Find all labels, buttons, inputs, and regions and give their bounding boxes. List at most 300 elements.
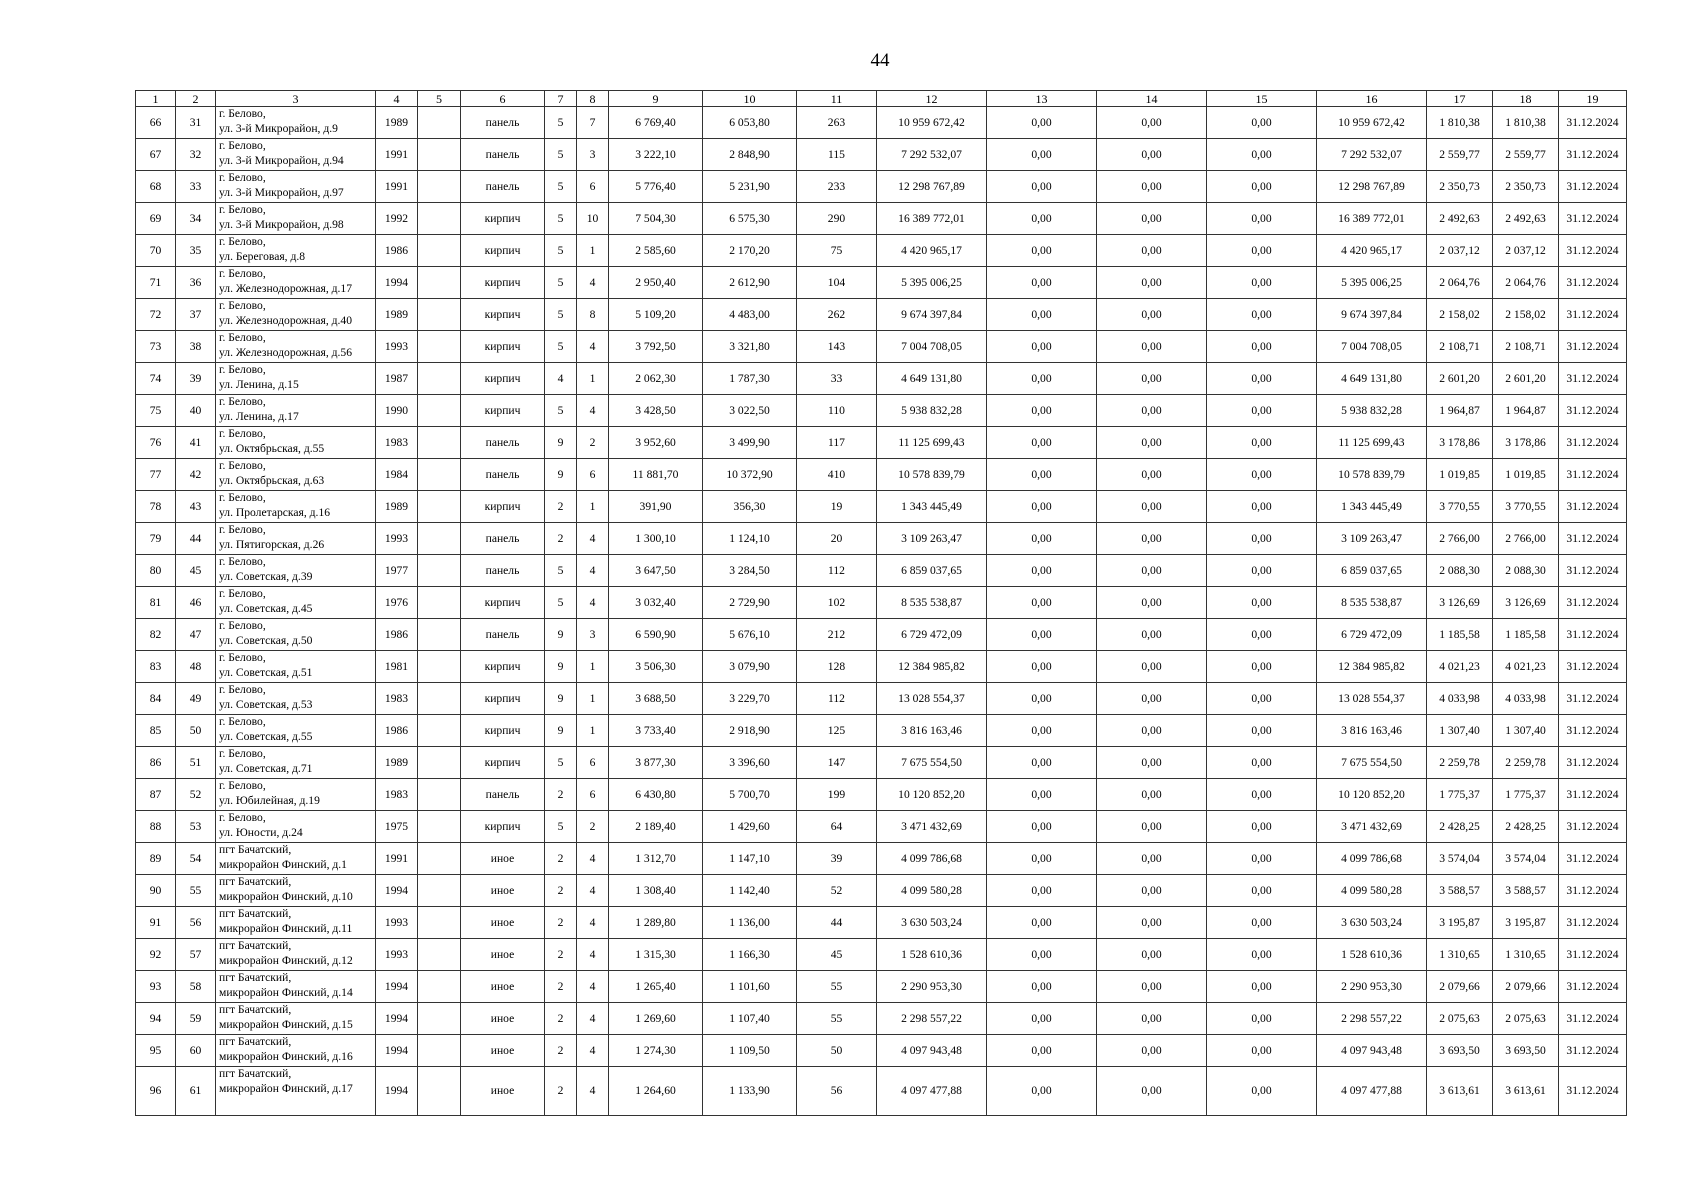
table-cell: 0,00 xyxy=(1097,811,1207,843)
table-cell: панель xyxy=(461,459,545,491)
table-row xyxy=(136,1003,1627,1035)
table-cell xyxy=(418,907,461,939)
table-cell: 0,00 xyxy=(987,491,1097,523)
table-cell: 2 088,30 xyxy=(1427,555,1493,587)
table-cell: 3 471 432,69 xyxy=(1317,811,1427,843)
table-cell: 0,00 xyxy=(1207,683,1317,715)
table-cell: 102 xyxy=(797,587,877,619)
table-cell: 10 372,90 xyxy=(703,459,797,491)
table-cell xyxy=(418,715,461,747)
address-line-2: ул. Железнодорожная, д.40 xyxy=(219,313,353,327)
table-cell: 0,00 xyxy=(987,971,1097,1003)
table-cell: иное xyxy=(461,1035,545,1067)
table-cell: 2 612,90 xyxy=(703,267,797,299)
table-cell: 2 766,00 xyxy=(1493,523,1559,555)
table-cell: 2 064,76 xyxy=(1493,267,1559,299)
table-cell: 13 028 554,37 xyxy=(877,683,987,715)
table-cell: 2 108,71 xyxy=(1493,331,1559,363)
table-cell: 0,00 xyxy=(987,555,1097,587)
address-line-2: микрорайон Финский, д.1 xyxy=(219,857,347,871)
address-line-2: ул. 3-й Микрорайон, д.98 xyxy=(219,217,344,231)
address-line-2: микрорайон Финский, д.15 xyxy=(219,1017,353,1031)
address-line-1: г. Белово, xyxy=(219,491,266,504)
table-cell: 3 022,50 xyxy=(703,395,797,427)
table-cell: 6 xyxy=(577,459,609,491)
table-cell: 31.12.2024 xyxy=(1559,875,1627,907)
table-cell: 1994 xyxy=(376,1067,418,1116)
column-header-8: 8 xyxy=(577,91,609,107)
table-cell: 2 428,25 xyxy=(1427,811,1493,843)
table-cell-address xyxy=(216,651,376,683)
table-cell: 91 xyxy=(136,907,176,939)
table-cell: 81 xyxy=(136,587,176,619)
table-cell: 6 430,80 xyxy=(609,779,703,811)
table-cell: 1 147,10 xyxy=(703,843,797,875)
table-cell: 44 xyxy=(797,907,877,939)
table-cell: 3 574,04 xyxy=(1493,843,1559,875)
table-cell xyxy=(418,1035,461,1067)
table-cell: 0,00 xyxy=(1207,523,1317,555)
table-cell: 1 xyxy=(577,363,609,395)
table-cell: 0,00 xyxy=(1207,779,1317,811)
table-cell: 3 630 503,24 xyxy=(1317,907,1427,939)
table-row xyxy=(136,1067,1627,1116)
table-cell-address xyxy=(216,363,376,395)
table-cell: 1 308,40 xyxy=(609,875,703,907)
table-cell: 1 185,58 xyxy=(1427,619,1493,651)
table-cell: 4 xyxy=(577,1035,609,1067)
table-cell xyxy=(418,939,461,971)
address-line-2: ул. Ленина, д.17 xyxy=(219,409,299,423)
table-cell: 6 729 472,09 xyxy=(1317,619,1427,651)
table-cell: 1981 xyxy=(376,651,418,683)
table-cell: 31.12.2024 xyxy=(1559,779,1627,811)
table-cell: 2 075,63 xyxy=(1493,1003,1559,1035)
table-cell: 1993 xyxy=(376,523,418,555)
address-line-1: г. Белово, xyxy=(219,779,266,792)
table-row xyxy=(136,939,1627,971)
table-row xyxy=(136,683,1627,715)
table-cell: 0,00 xyxy=(1207,747,1317,779)
table-cell-address xyxy=(216,619,376,651)
table-cell: кирпич xyxy=(461,651,545,683)
table-cell: 1994 xyxy=(376,1035,418,1067)
table-cell: 1994 xyxy=(376,1003,418,1035)
header-row xyxy=(136,91,1627,107)
table-cell: 55 xyxy=(797,971,877,1003)
table-body xyxy=(136,107,1627,1116)
table-cell: 31.12.2024 xyxy=(1559,747,1627,779)
column-header-14: 14 xyxy=(1097,91,1207,107)
table-cell: 1986 xyxy=(376,715,418,747)
table-cell: 3 xyxy=(577,619,609,651)
table-cell xyxy=(418,107,461,139)
table-cell: 3 816 163,46 xyxy=(877,715,987,747)
table-cell: 1986 xyxy=(376,235,418,267)
table-cell: 2 350,73 xyxy=(1493,171,1559,203)
table-cell: 31.12.2024 xyxy=(1559,523,1627,555)
table-row xyxy=(136,1035,1627,1067)
table-cell: 3 396,60 xyxy=(703,747,797,779)
table-cell: 3 xyxy=(577,139,609,171)
table-cell: 10 959 672,42 xyxy=(1317,107,1427,139)
table-cell: 199 xyxy=(797,779,877,811)
table-cell: иное xyxy=(461,907,545,939)
table-cell: 37 xyxy=(176,299,216,331)
table-cell: 4 033,98 xyxy=(1493,683,1559,715)
table-cell: 5 xyxy=(545,747,577,779)
table-cell: 3 229,70 xyxy=(703,683,797,715)
table-cell: 0,00 xyxy=(987,939,1097,971)
table-cell: 3 952,60 xyxy=(609,427,703,459)
table-cell: 72 xyxy=(136,299,176,331)
table-cell: 2 601,20 xyxy=(1493,363,1559,395)
table-cell: 6 859 037,65 xyxy=(877,555,987,587)
table-row xyxy=(136,619,1627,651)
table-cell: 0,00 xyxy=(1097,267,1207,299)
table-cell: панель xyxy=(461,171,545,203)
table-cell: 59 xyxy=(176,1003,216,1035)
table-cell: 12 384 985,82 xyxy=(877,651,987,683)
table-cell: 31.12.2024 xyxy=(1559,907,1627,939)
table-cell: 11 125 699,43 xyxy=(1317,427,1427,459)
table-cell: 2 950,40 xyxy=(609,267,703,299)
table-cell: 6 575,30 xyxy=(703,203,797,235)
table-cell: 1 136,00 xyxy=(703,907,797,939)
table-cell: 2 428,25 xyxy=(1493,811,1559,843)
table-cell: 1 429,60 xyxy=(703,811,797,843)
address-line-2: ул. 3-й Микрорайон, д.97 xyxy=(219,185,344,199)
address-line-1: г. Белово, xyxy=(219,235,266,248)
table-cell: 83 xyxy=(136,651,176,683)
table-cell: 0,00 xyxy=(987,747,1097,779)
table-cell: 1 xyxy=(577,651,609,683)
table-cell: панель xyxy=(461,107,545,139)
table-cell: 0,00 xyxy=(1097,139,1207,171)
table-cell: 0,00 xyxy=(1207,107,1317,139)
column-header-12: 12 xyxy=(877,91,987,107)
table-cell: 0,00 xyxy=(987,779,1097,811)
table-cell: 48 xyxy=(176,651,216,683)
address-line-1: г. Белово, xyxy=(219,715,266,728)
address-line-1: г. Белово, xyxy=(219,107,266,120)
table-cell: 143 xyxy=(797,331,877,363)
table-cell: 2 xyxy=(545,971,577,1003)
table-cell: панель xyxy=(461,427,545,459)
table-cell: 3 471 432,69 xyxy=(877,811,987,843)
table-cell: кирпич xyxy=(461,587,545,619)
table-cell: 87 xyxy=(136,779,176,811)
table-cell: 5 xyxy=(545,555,577,587)
table-cell: 0,00 xyxy=(987,1003,1097,1035)
table-cell: иное xyxy=(461,1003,545,1035)
table-cell: 1 964,87 xyxy=(1427,395,1493,427)
table-cell: 31.12.2024 xyxy=(1559,1003,1627,1035)
table-cell: 0,00 xyxy=(1207,363,1317,395)
table-cell xyxy=(418,779,461,811)
table-cell: 46 xyxy=(176,587,216,619)
table-cell: 1 312,70 xyxy=(609,843,703,875)
table-cell: 3 284,50 xyxy=(703,555,797,587)
table-cell: 2 298 557,22 xyxy=(877,1003,987,1035)
table-cell: 31.12.2024 xyxy=(1559,1067,1627,1116)
address-line-1: пгт Бачатский, xyxy=(219,875,292,888)
table-cell: 0,00 xyxy=(1207,459,1317,491)
table-cell xyxy=(418,1067,461,1116)
table-cell: 117 xyxy=(797,427,877,459)
table-cell-address xyxy=(216,491,376,523)
table-cell xyxy=(418,427,461,459)
table-cell xyxy=(418,331,461,363)
column-header-15: 15 xyxy=(1207,91,1317,107)
table-cell: 50 xyxy=(797,1035,877,1067)
address-line-1: г. Белово, xyxy=(219,747,266,760)
table-cell: иное xyxy=(461,843,545,875)
table-cell: 1 810,38 xyxy=(1493,107,1559,139)
table-row xyxy=(136,651,1627,683)
table-cell: кирпич xyxy=(461,363,545,395)
table-cell: 1 109,50 xyxy=(703,1035,797,1067)
table-cell-address xyxy=(216,811,376,843)
table-cell: 3 574,04 xyxy=(1427,843,1493,875)
table-cell: 57 xyxy=(176,939,216,971)
table-cell xyxy=(418,363,461,395)
address-line-1: г. Белово, xyxy=(219,363,266,376)
table-cell: 5 xyxy=(545,395,577,427)
table-cell: 3 588,57 xyxy=(1427,875,1493,907)
table-cell: 410 xyxy=(797,459,877,491)
table-row xyxy=(136,107,1627,139)
address-line-2: ул. Октябрьская, д.63 xyxy=(219,473,325,487)
address-line-1: г. Белово, xyxy=(219,299,266,312)
table-cell: 4 099 786,68 xyxy=(877,843,987,875)
table-cell: 1991 xyxy=(376,843,418,875)
table-cell: 1986 xyxy=(376,619,418,651)
table-cell: 9 xyxy=(545,715,577,747)
table-cell: 1 142,40 xyxy=(703,875,797,907)
column-header-16: 16 xyxy=(1317,91,1427,107)
table-cell: 56 xyxy=(176,907,216,939)
table-cell: 0,00 xyxy=(1097,523,1207,555)
table-cell: 10 120 852,20 xyxy=(1317,779,1427,811)
table-cell: 0,00 xyxy=(987,267,1097,299)
table-cell: 3 428,50 xyxy=(609,395,703,427)
table-cell: 0,00 xyxy=(1097,555,1207,587)
table-cell xyxy=(418,267,461,299)
table-row xyxy=(136,363,1627,395)
table-cell: 31.12.2024 xyxy=(1559,299,1627,331)
table-cell: 1977 xyxy=(376,555,418,587)
table-cell: 4 483,00 xyxy=(703,299,797,331)
table-cell: 2 xyxy=(577,427,609,459)
table-cell xyxy=(418,523,461,555)
table-cell: 0,00 xyxy=(1207,875,1317,907)
table-cell: 2 037,12 xyxy=(1493,235,1559,267)
table-cell: кирпич xyxy=(461,715,545,747)
table-row xyxy=(136,971,1627,1003)
table-cell xyxy=(418,203,461,235)
table-cell: 9 xyxy=(545,459,577,491)
table-cell: 31.12.2024 xyxy=(1559,363,1627,395)
table-cell: 0,00 xyxy=(1097,395,1207,427)
table-cell: 263 xyxy=(797,107,877,139)
table-cell-address xyxy=(216,683,376,715)
table-cell: 7 004 708,05 xyxy=(877,331,987,363)
table-cell: 31.12.2024 xyxy=(1559,715,1627,747)
table-cell: 10 578 839,79 xyxy=(877,459,987,491)
table-cell: 74 xyxy=(136,363,176,395)
table-cell: 31.12.2024 xyxy=(1559,139,1627,171)
table-cell: 2 xyxy=(545,523,577,555)
table-cell: 0,00 xyxy=(1097,683,1207,715)
table-cell-address xyxy=(216,843,376,875)
table-cell: 51 xyxy=(176,747,216,779)
table-cell: 47 xyxy=(176,619,216,651)
table-cell: 2 xyxy=(545,779,577,811)
table-cell: 4 099 580,28 xyxy=(877,875,987,907)
table-cell: 10 xyxy=(577,203,609,235)
table-cell: 0,00 xyxy=(1097,779,1207,811)
column-header-11: 11 xyxy=(797,91,877,107)
table-cell: 0,00 xyxy=(987,1067,1097,1116)
table-cell-address xyxy=(216,1035,376,1067)
table-cell: 76 xyxy=(136,427,176,459)
table-row xyxy=(136,459,1627,491)
table-cell: 55 xyxy=(176,875,216,907)
address-line-1: пгт Бачатский, xyxy=(219,971,292,984)
column-header-6: 6 xyxy=(461,91,545,107)
column-header-10: 10 xyxy=(703,91,797,107)
table-cell: 4 xyxy=(577,875,609,907)
table-cell: 1993 xyxy=(376,939,418,971)
table-cell: 0,00 xyxy=(1097,1035,1207,1067)
table-cell: 61 xyxy=(176,1067,216,1116)
table-cell: 94 xyxy=(136,1003,176,1035)
table-cell: 64 xyxy=(797,811,877,843)
table-cell xyxy=(418,971,461,1003)
table-cell: 2 729,90 xyxy=(703,587,797,619)
table-cell: 2 559,77 xyxy=(1493,139,1559,171)
table-header xyxy=(136,91,1627,107)
column-header-7: 7 xyxy=(545,91,577,107)
address-line-1: пгт Бачатский, xyxy=(219,939,292,952)
table-cell: 0,00 xyxy=(987,651,1097,683)
table-cell: 1 307,40 xyxy=(1493,715,1559,747)
table-cell: 6 xyxy=(577,171,609,203)
table-cell: 3 079,90 xyxy=(703,651,797,683)
address-line-2: ул. Советская, д.55 xyxy=(219,729,313,743)
table-cell: 3 770,55 xyxy=(1493,491,1559,523)
column-header-1: 1 xyxy=(136,91,176,107)
table-cell: 1 124,10 xyxy=(703,523,797,555)
address-line-2: ул. Советская, д.71 xyxy=(219,761,313,775)
table-cell: 0,00 xyxy=(987,683,1097,715)
table-cell: 75 xyxy=(136,395,176,427)
table-cell: 44 xyxy=(176,523,216,555)
table-cell: 0,00 xyxy=(1097,299,1207,331)
table-cell: 12 384 985,82 xyxy=(1317,651,1427,683)
table-cell: 52 xyxy=(797,875,877,907)
table-cell: 2 189,40 xyxy=(609,811,703,843)
table-cell: 4 097 477,88 xyxy=(877,1067,987,1116)
table-cell: 0,00 xyxy=(1207,235,1317,267)
table-cell: 2 xyxy=(545,907,577,939)
table-cell: 31.12.2024 xyxy=(1559,811,1627,843)
table-cell: 3 195,87 xyxy=(1493,907,1559,939)
table-cell: 34 xyxy=(176,203,216,235)
table-cell: 4 021,23 xyxy=(1493,651,1559,683)
table-cell: 5 xyxy=(545,267,577,299)
table-cell: кирпич xyxy=(461,395,545,427)
table-cell: 1 315,30 xyxy=(609,939,703,971)
table-cell: иное xyxy=(461,1067,545,1116)
table-cell: 0,00 xyxy=(1097,235,1207,267)
table-cell: 0,00 xyxy=(1207,907,1317,939)
table-cell: 5 700,70 xyxy=(703,779,797,811)
table-cell: 0,00 xyxy=(1207,395,1317,427)
table-cell-address xyxy=(216,427,376,459)
table-cell: 0,00 xyxy=(1207,971,1317,1003)
table-cell-address xyxy=(216,779,376,811)
table-cell: 1 166,30 xyxy=(703,939,797,971)
table-cell: 1983 xyxy=(376,683,418,715)
table-cell: 4 649 131,80 xyxy=(877,363,987,395)
table-cell-address xyxy=(216,1067,376,1116)
table-cell: 85 xyxy=(136,715,176,747)
table-cell: 110 xyxy=(797,395,877,427)
table-cell: 0,00 xyxy=(1207,491,1317,523)
table-cell: 43 xyxy=(176,491,216,523)
table-cell: 2 601,20 xyxy=(1427,363,1493,395)
table-cell: 0,00 xyxy=(987,1035,1097,1067)
table-cell: кирпич xyxy=(461,267,545,299)
table-cell: 0,00 xyxy=(1097,875,1207,907)
table-cell: 3 321,80 xyxy=(703,331,797,363)
table-cell: 4 420 965,17 xyxy=(877,235,987,267)
table-cell: 0,00 xyxy=(1207,427,1317,459)
table-cell: 1 101,60 xyxy=(703,971,797,1003)
table-cell xyxy=(418,491,461,523)
address-line-2: ул. Береговая, д.8 xyxy=(219,249,306,263)
table-cell: 4 xyxy=(577,843,609,875)
table-cell: 3 792,50 xyxy=(609,331,703,363)
table-cell xyxy=(418,619,461,651)
table-cell: 1 528 610,36 xyxy=(877,939,987,971)
table-cell: 1 343 445,49 xyxy=(1317,491,1427,523)
table-cell: 0,00 xyxy=(1207,139,1317,171)
table-cell: 36 xyxy=(176,267,216,299)
address-line-1: г. Белово, xyxy=(219,139,266,152)
table-cell: 31.12.2024 xyxy=(1559,555,1627,587)
table-cell: 4 xyxy=(577,939,609,971)
table-cell: 2 559,77 xyxy=(1427,139,1493,171)
address-line-2: микрорайон Финский, д.12 xyxy=(219,953,353,967)
table-cell: кирпич xyxy=(461,491,545,523)
table-cell: 0,00 xyxy=(1207,203,1317,235)
table-cell xyxy=(418,171,461,203)
table-cell: 0,00 xyxy=(987,171,1097,203)
table-cell: 2 075,63 xyxy=(1427,1003,1493,1035)
table-cell: 0,00 xyxy=(1097,747,1207,779)
table-cell: 1 185,58 xyxy=(1493,619,1559,651)
address-line-1: г. Белово, xyxy=(219,331,266,344)
table-cell: 31 xyxy=(176,107,216,139)
table-cell: 2 xyxy=(545,491,577,523)
table-cell xyxy=(418,811,461,843)
table-cell: 3 109 263,47 xyxy=(1317,523,1427,555)
table-cell: 3 126,69 xyxy=(1427,587,1493,619)
table-cell: 3 816 163,46 xyxy=(1317,715,1427,747)
